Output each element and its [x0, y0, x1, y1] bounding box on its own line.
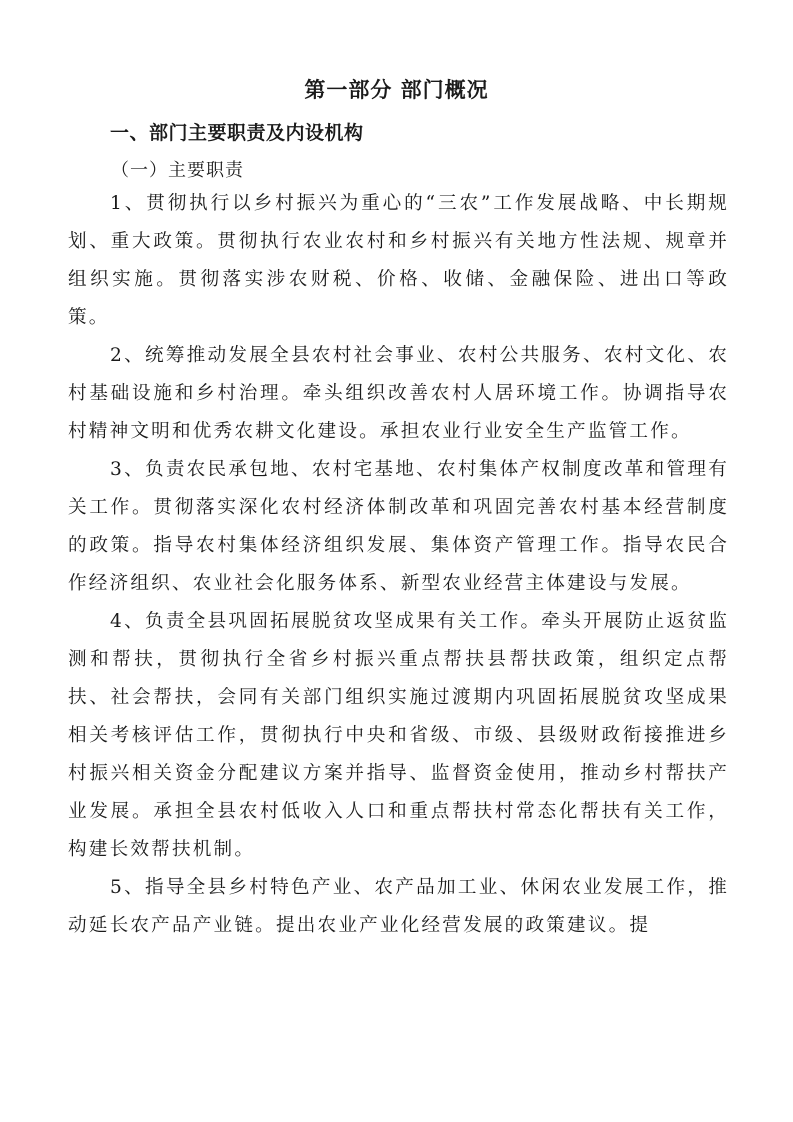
section-heading: 一、部门主要职责及内设机构 [110, 122, 364, 144]
page-title: 第一部分 部门概况 [304, 78, 489, 102]
paragraph-duty-1: 1、贯彻执行以乡村振兴为重心的“三农”工作发展战略、中长期规划、重大政策。贯彻执行农业农村和乡村振兴有关地方性法规、规章并组织实施。贯彻落实涉农财税、价格、收储、金融保险、进出口等政策。 [68, 193, 729, 328]
paragraph-duty-3: 3、负责农民承包地、农村宅基地、农村集体产权制度改革和管理有关工作。贯彻落实深化农村经济体制改革和巩固完善农村基本经营制度的政策。指导农村集体经济组织发展、集体资产管理工作。指导农民合作经济组织、农业社会化服务体系、新型农业经营主体建设与发展。 [68, 459, 729, 594]
body-text [68, 185, 729, 945]
paragraph-duty-4: 4、负责全县巩固拓展脱贫攻坚成果有关工作。牵头开展防止返贫监测和帮扶，贯彻执行全省乡村振兴重点帮扶县帮扶政策，组织定点帮扶、社会帮扶，会同有关部门组织实施过渡期内巩固拓展脱贫攻坚成果相关考核评估工作，贯彻执行中央和省级、市级、县级财政衔接推进乡村振兴相关资金分配建议方案并指导、监督资金使用，推动乡村帮扶产业发展。承担全县农村低收入人口和重点帮扶村常态化帮扶有关工作，构建长效帮扶机制。 [68, 611, 729, 860]
paragraph-duty-5: 5、指导全县乡村特色产业、农产品加工业、休闲农业发展工作，推动延长农产品产业链。提出农业产业化经营发展的政策建议。提 [68, 877, 729, 936]
sub-heading: （一）主要职责 [111, 160, 244, 181]
paragraph-duty-2: 2、统筹推动发展全县农村社会事业、农村公共服务、农村文化、农村基础设施和乡村治理。牵头组织改善农村人居环境工作。协调指导农村精神文明和优秀农耕文化建设。承担农业行业安全生产监管工作。 [68, 345, 729, 442]
